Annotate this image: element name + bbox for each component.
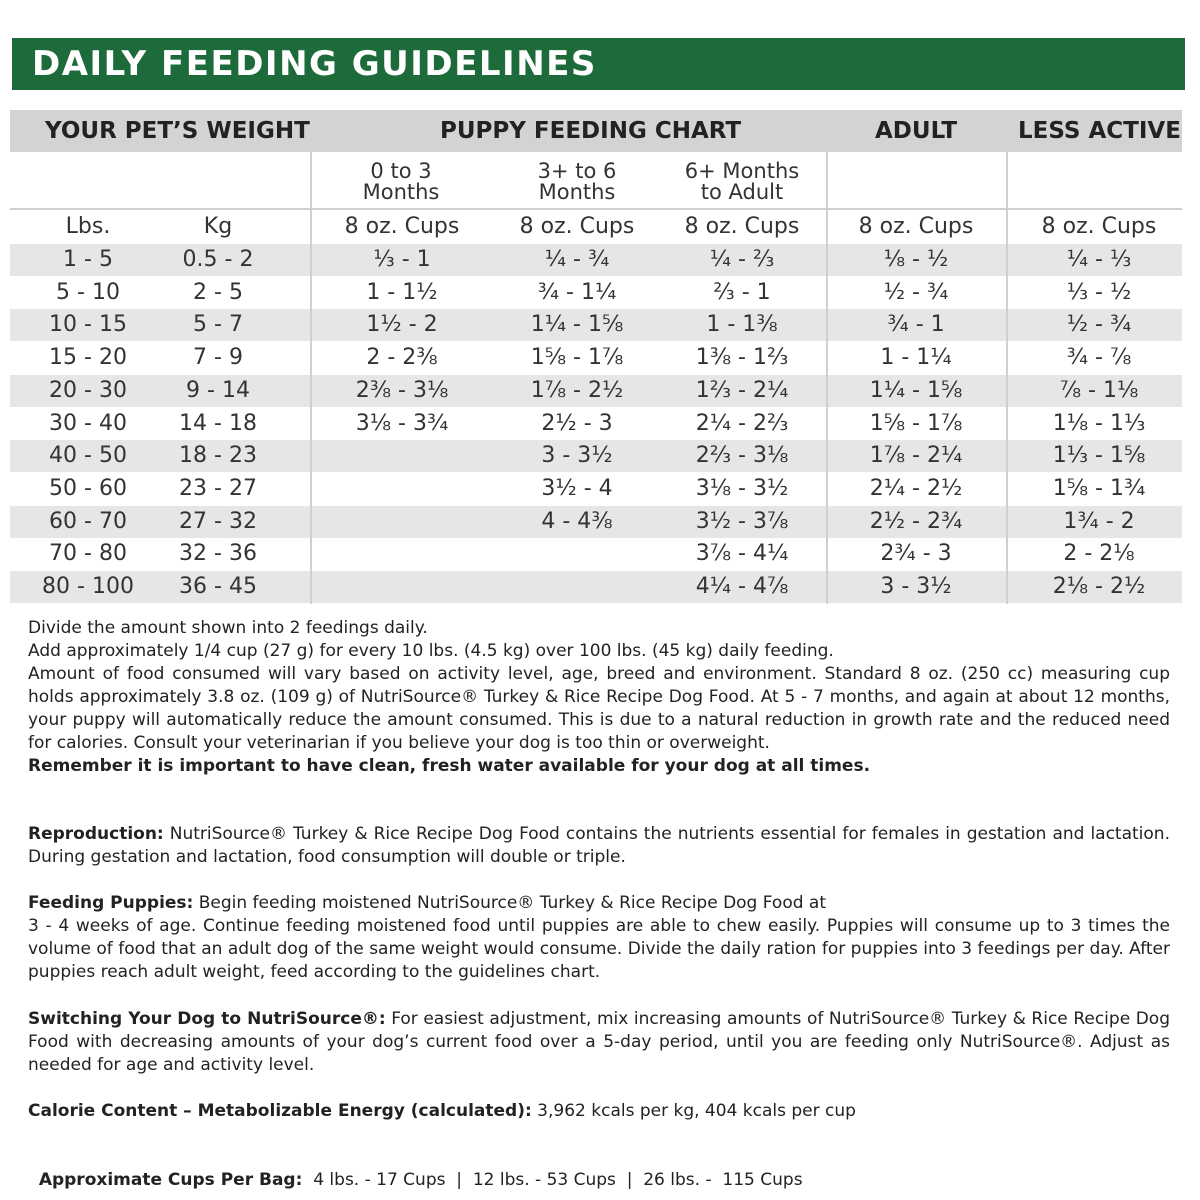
table-cell: 32 - 36 (179, 541, 257, 567)
table-cell: 2¼ - 2½ (869, 475, 963, 501)
table-cell: 36 - 45 (179, 574, 257, 599)
table-cell: 30 - 40 (49, 410, 127, 436)
table-cell: 70 - 80 (49, 541, 127, 567)
table-cell: ¾ - 1¼ (537, 279, 617, 305)
table-cell: 18 - 23 (179, 443, 257, 469)
age-group-6-adult (653, 161, 831, 203)
table-header-bar (10, 110, 1182, 152)
table-cell: 1 - 1¼ (880, 345, 952, 371)
table-cell: 2 - 5 (193, 279, 243, 305)
table-cell: 50 - 60 (49, 475, 127, 501)
table-cell: 1⅝ - 1⅞ (530, 345, 624, 371)
table-cell: 14 - 18 (179, 410, 257, 436)
table-cell: 1⅜ - 1⅔ (695, 345, 789, 371)
divider (10, 208, 1182, 210)
calorie-label: Calorie Content – Metabolizable Energy (calculated): (28, 1101, 532, 1121)
table-cell: ⅛ - ½ (883, 247, 949, 272)
table-cell: 1 - 5 (63, 247, 113, 272)
header-puppy: PUPPY FEEDING CHART (440, 118, 742, 144)
unit-header: Lbs. (65, 214, 111, 239)
table-cell: 1⅔ - 2¼ (695, 377, 789, 403)
table-cell: ¾ - ⅞ (1066, 345, 1132, 371)
header-less-active: LESS ACTIVE (1018, 118, 1181, 144)
table-cell: 1⅓ - 1⅝ (1052, 443, 1146, 469)
table-cell: 4 - 4⅜ (541, 508, 613, 534)
table-cell: 40 - 50 (49, 443, 127, 469)
switch-label: Switching Your Dog to NutriSource®: (28, 1009, 386, 1029)
table-cell: 1¼ - 1⅝ (869, 377, 963, 403)
title-banner (12, 38, 1185, 90)
table-cell: ⅓ - 1 (373, 247, 431, 272)
table-cell: 3½ - 3⅞ (695, 508, 789, 534)
table-cell: ⅓ - ½ (1066, 279, 1132, 305)
calorie-text: 3,962 kcals per kg, 404 kcals per cup (531, 1101, 856, 1121)
reproduction-section (28, 823, 1170, 869)
puppies-text-1: Begin feeding moistened NutriSource® Turkey & Rice Recipe Dog Food at (193, 893, 827, 913)
unit-header: Kg (203, 214, 233, 239)
table-cell: ⅞ - 1⅛ (1059, 377, 1139, 403)
table-cell: ⅔ - 1 (713, 279, 771, 305)
cups-text: 4 lbs. - 17 Cups | 12 lbs. - 53 Cups | 26 lbs. - 115 Cups (302, 1170, 803, 1190)
table-cell: 3⅛ - 3¾ (355, 410, 449, 436)
table-cell: 4¼ - 4⅞ (695, 574, 789, 599)
table-cell: 20 - 30 (49, 377, 127, 403)
age-group-line: to Adult (700, 180, 784, 204)
table-cell: 3½ - 4 (541, 475, 613, 501)
unit-header: 8 oz. Cups (1041, 214, 1157, 239)
feeding-notes (28, 617, 1170, 778)
table-cell: 2⅛ - 2½ (1052, 574, 1146, 599)
reproduction-label: Reproduction: (28, 824, 164, 844)
table-cell: 1⅛ - 1⅓ (1052, 410, 1146, 436)
note-paragraph: Amount of food consumed will vary based on activity level, age, breed and environment. Standard 8 oz. (250 cc) measuring cup holds approximately 3.8 oz. (109 g) of NutriSource® Turkey & Rice Recipe Dog Food. At 5 - 7 months, and again at about 12 months, your puppy will automatically reduce the amount consumed. This is due to a natural reduction in growth rate and the reduced need for calories. Consult your veterinarian if you believe your dog is too thin or overweight. (28, 664, 1170, 753)
table-cell: 2⅜ - 3⅛ (355, 377, 449, 403)
age-group-line: 3+ to 6 (537, 159, 617, 183)
table-cell: 2 - 2⅜ (366, 345, 438, 371)
page-title: DAILY FEEDING GUIDELINES (32, 44, 597, 84)
table-cell: ¼ - ⅓ (1066, 247, 1132, 272)
table-cell: 1¾ - 2 (1063, 508, 1135, 534)
table-cell: 27 - 32 (179, 508, 257, 534)
table-cell: 60 - 70 (49, 508, 127, 534)
table-cell: 1⅝ - 1¾ (1052, 475, 1146, 501)
puppies-label: Feeding Puppies: (28, 893, 194, 913)
table-cell: 3 - 3½ (541, 443, 613, 469)
table-cell: 2⅔ - 3⅛ (695, 443, 789, 469)
table-cell: 2½ - 3 (541, 410, 613, 436)
table-cell: 23 - 27 (179, 475, 257, 501)
feeding-puppies-section (28, 892, 1170, 984)
table-cell: ¼ - ¾ (544, 247, 610, 272)
table-cell: 2¾ - 3 (880, 541, 952, 567)
table-cell: 3⅛ - 3½ (695, 475, 789, 501)
header-adult: ADULT (875, 118, 958, 144)
table-cell: 7 - 9 (193, 345, 243, 371)
table-cell: 1⅝ - 1⅞ (869, 410, 963, 436)
table-cell: 5 - 7 (193, 312, 243, 338)
switch-text: For easiest adjustment, mix increasing amounts of NutriSource® Turkey & Rice Recipe Dog Food with decreasing amounts of your dog’s current food over a 5-day period, until you are feeding only NutriSource®. Adjust as needed for age and activity level. (28, 1009, 1170, 1075)
unit-header: 8 oz. Cups (858, 214, 974, 239)
table-cell: 1½ - 2 (366, 312, 438, 338)
table-cell: 1 - 1½ (366, 279, 438, 305)
table-cell: 2 - 2⅛ (1063, 541, 1135, 567)
note-water: Remember it is important to have clean, fresh water available for your dog at all times. (28, 756, 871, 776)
table-cell: 1¼ - 1⅝ (530, 312, 624, 338)
header-weight: YOUR PET’S WEIGHT (45, 118, 310, 144)
table-cell: ½ - ¾ (1066, 312, 1132, 338)
unit-header: 8 oz. Cups (684, 214, 800, 239)
calorie-section (28, 1100, 1170, 1123)
table-cell: 5 - 10 (56, 279, 120, 305)
table-cell: 3⅞ - 4¼ (695, 541, 789, 567)
table-cell: 2½ - 2¾ (869, 508, 963, 534)
switching-section (28, 1008, 1170, 1077)
age-group-0-3 (312, 161, 490, 203)
unit-header: 8 oz. Cups (344, 214, 460, 239)
table-cell: 1⅞ - 2½ (530, 377, 624, 403)
note-add: Add approximately 1/4 cup (27 g) for every 10 lbs. (4.5 kg) over 100 lbs. (45 kg) daily feeding. (28, 641, 834, 661)
table-cell: ¾ - 1 (887, 312, 945, 338)
puppies-text-2: 3 - 4 weeks of age. Continue feeding moistened food until puppies are able to chew easily. Puppies will consume up to 3 times the volume of food that an adult dog of the same weight would consume. Divide the daily ration for puppies into 3 feedings per day. After puppies reach adult weight, feed according to the guidelines chart. (28, 916, 1170, 982)
cups-per-bag-section (28, 1146, 1170, 1192)
table-cell: 15 - 20 (49, 345, 127, 371)
note-divide: Divide the amount shown into 2 feedings daily. (28, 618, 428, 638)
age-group-line: 6+ Months (684, 159, 800, 183)
divider (1006, 152, 1008, 604)
table-cell: 10 - 15 (49, 312, 127, 338)
divider (826, 152, 828, 604)
table-cell: 9 - 14 (186, 377, 250, 403)
table-cell: 80 - 100 (42, 574, 134, 599)
table-cell: ¼ - ⅔ (709, 247, 775, 272)
table-cell: ½ - ¾ (883, 279, 949, 305)
age-group-line: Months (362, 180, 440, 204)
divider (310, 152, 312, 604)
reproduction-text: NutriSource® Turkey & Rice Recipe Dog Food contains the nutrients essential for females in gestation and lactation. During gestation and lactation, food consumption will double or triple. (28, 824, 1170, 867)
cups-label: Approximate Cups Per Bag: (38, 1170, 303, 1190)
table-cell: 1 - 1⅜ (706, 312, 778, 338)
age-group-3-6 (488, 161, 666, 203)
unit-header: 8 oz. Cups (519, 214, 635, 239)
age-group-line: Months (538, 180, 616, 204)
table-cell: 0.5 - 2 (182, 247, 254, 272)
table-cell: 1⅞ - 2¼ (869, 443, 963, 469)
age-group-line: 0 to 3 (370, 159, 432, 183)
table-cell: 3 - 3½ (880, 574, 952, 599)
table-cell: 2¼ - 2⅔ (695, 410, 789, 436)
